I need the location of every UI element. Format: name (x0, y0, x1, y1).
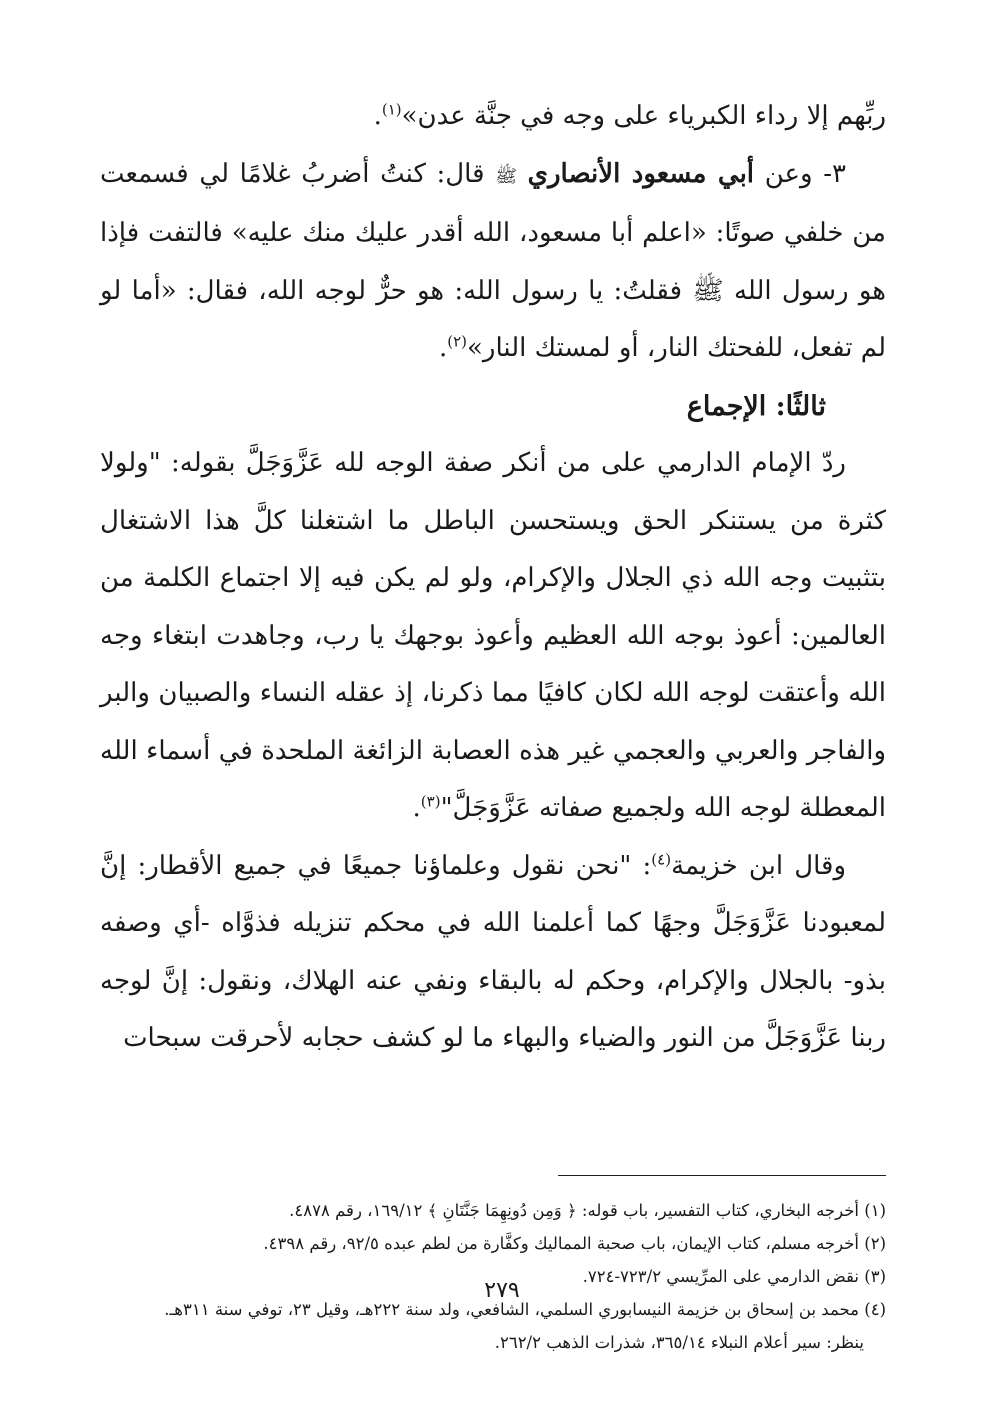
footnote-4: (٤) محمد بن إسحاق بن خزيمة النيسابوري السلمي، الشافعي، ولد سنة ٢٢٢هـ، وقيل ٢٣، توفي سنة ٣١١هـ. (164, 1300, 886, 1319)
paragraph-ibn-khuzaymah (100, 838, 886, 1068)
footnote-2: (٢) أخرجه مسلم، كتاب الإيمان، باب صحبة المماليك وكفَّارة من لطم عبده ٩٢/٥، رقم ٤٣٩٨. (263, 1234, 886, 1253)
main-text (100, 88, 886, 1068)
page-number: ٢٧٩ (484, 1278, 520, 1303)
paragraph-text: وعن (754, 158, 813, 189)
footnote-4-continuation: ينظر: سير أعلام النبلاء ٣٦٥/١٤، شذرات الذهب ٢٦٢/٢. (494, 1333, 864, 1352)
paragraph-text: ربِّهم إلا رداء الكبرياء على وجه في جنَّة عدن» (401, 101, 886, 131)
paragraph-text: : "نحن نقول وعلماؤنا جميعًا في جميع الأقطار: إنَّ لمعبودنا عَزَّوَجَلَّ وجهًا كما أعلمنا الله في محكم تنزيله فذوَّاه -أي وصفه بذو- بالجلال والإكرام، وحكم له بالبقاء ونفي عنه الهلاك، ونقول: إنَّ لوجه ربنا عَزَّوَجَلَّ من النور والضياء والبهاء ما لو كشف حجابه لأحرقت سبحات (100, 850, 886, 1053)
hadith-number: ٣- (812, 158, 847, 189)
paragraph-hadith-continuation (100, 88, 886, 146)
footnote-ref-3[interactable]: (٣) (420, 792, 441, 811)
footnote-1: (١) أخرجه البخاري، كتاب التفسير، باب قوله: ﴿ وَمِن دُونِهِمَا جَنَّتَانِ ﴾ ١٦٩/١٢، رقم ٤٨٧٨. (289, 1201, 886, 1220)
section-heading: ثالثًا: الإجماع (686, 390, 826, 422)
paragraph-hadith-3 (100, 146, 886, 378)
paragraph-text: وقال ابن خزيمة (671, 850, 846, 881)
paragraph-darimi (100, 435, 886, 838)
paragraph-end: . (412, 793, 421, 823)
footnote-divider (558, 1175, 886, 1176)
paragraph-text: قال: كنتُ أضربُ غلامًا لي فسمعت من خلفي صوتًا: «اعلم أبا مسعود، الله أقدر عليك منك عليه» فالتفت فإذا هو رسول الله ﷺ فقلتُ: يا رسول الله: هو حرٌّ لوجه الله، فقال: «أما لو لم تفعل، للفحتك النار، أو لمستك النار» (100, 158, 886, 363)
footnote-ref-1[interactable]: (١) (381, 100, 402, 119)
footnote-ref-2[interactable]: (٢) (447, 332, 468, 351)
paragraph-text: ردّ الإمام الدارمي على من أنكر صفة الوجه لله عَزَّوَجَلَّ بقوله: "ولولا كثرة من يستنكر الحق ويستحسن الباطل ما اشتغلنا كلَّ هذا الاشتغال بتثبيت وجه الله ذي الجلال والإكرام، ولو لم يكن فيه إلا اجتماع الكلمة من العالمين: أعوذ بوجه الله العظيم وأعوذ بوجهك يا رب، وجاهدت ابتغاء وجه الله وأعتقت لوجه الله لكان كافيًا مما ذكرنا، إذ عقله النساء والصبيان والبر والفاجر والعربي والعجمي غير هذه العصابة الزائغة الملحدة في أسماء الله المعطلة لوجه الله ولجميع صفاته عَزَّوَجَلَّ" (100, 448, 886, 823)
narrator-name: أبي مسعود الأنصاري (527, 158, 755, 189)
footnote-3: (٣) نقض الدارمي على المرِّيسي ٧٢٣/٢-٧٢٤. (582, 1267, 886, 1286)
paragraph-end: . (438, 333, 448, 363)
footnotes (100, 1194, 886, 1359)
footnote-ref-4[interactable]: (٤) (651, 849, 672, 868)
paragraph-end: . (373, 101, 382, 131)
honorific-symbol: ﷺ (495, 165, 517, 187)
